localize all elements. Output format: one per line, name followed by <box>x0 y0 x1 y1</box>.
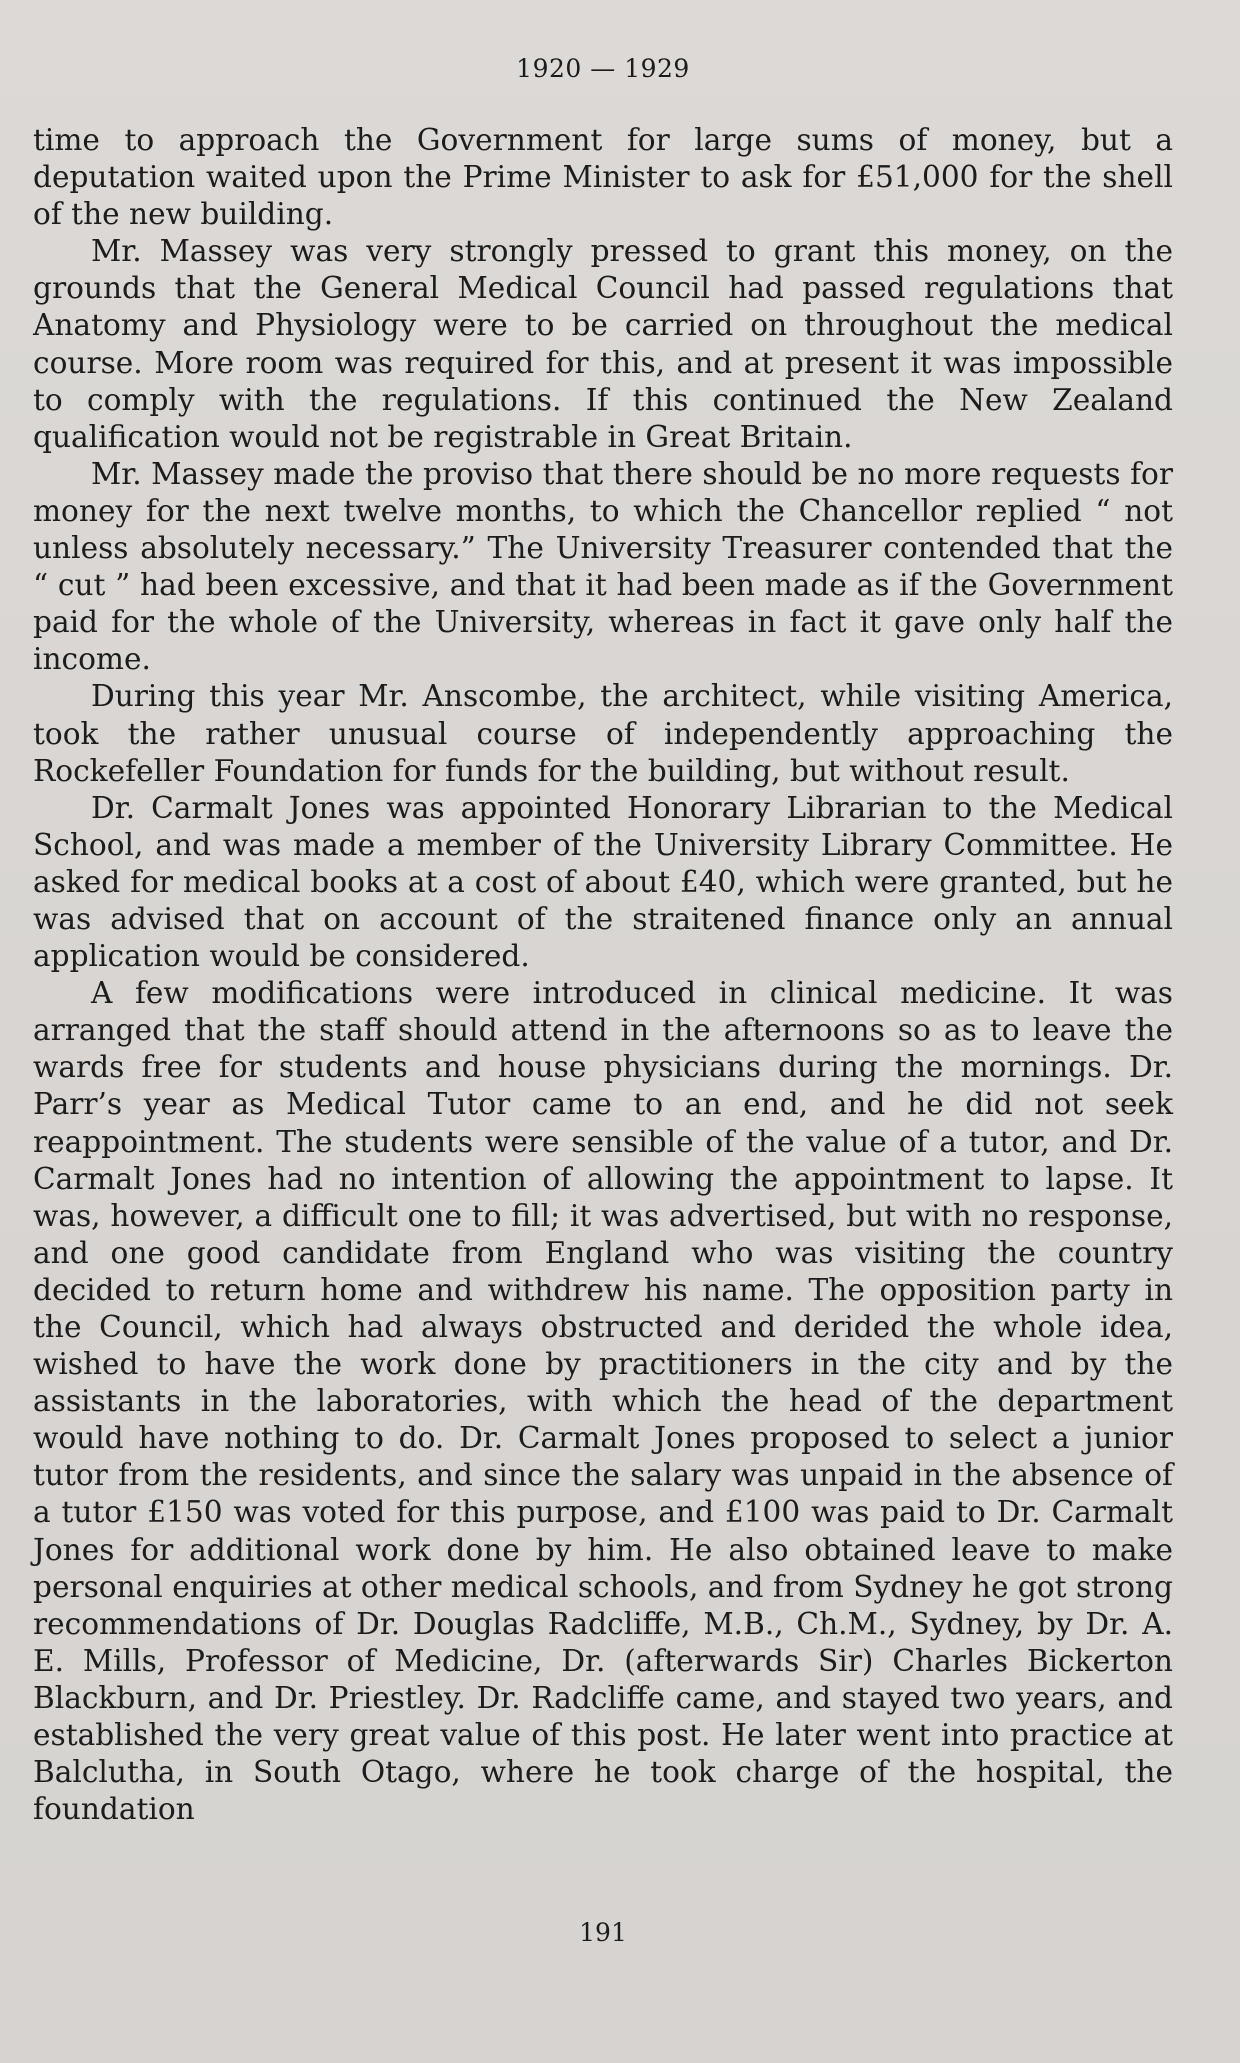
paragraph: Dr. Carmalt Jones was appointed Honorary Librarian to the Medical School, and was made a member of the University Library Committee. He asked for medical books at a cost of about £40, which were granted, but he was advised that on account of the straitened finance only an annual application would be considered. <box>33 790 1173 974</box>
paragraph: A few modifications were introduced in clinical medicine. It was arranged that the staff should attend in the afternoons so as to leave the wards free for students and house physicians during the mornings. Dr. Parr’s year as Medical Tutor came to an end, and he did not seek reappointment. The students were sensible of the value of a tutor, and Dr. Carmalt Jones had no intention of allowing the appointment to lapse. It was, however, a difficult one to fill; it was advertised, but with no response, and one good candidate from England who was visiting the country decided to return home and withdrew his name. The opposition party in the Council, which had always obstructed and derided the whole idea, wished to have the work done by practitioners in the city and by the assistants in the laboratories, with which the head of the department would have nothing to do. Dr. Carmalt Jones proposed to select a junior tutor from the residents, and since the salary was unpaid in the absence of a tutor £150 was voted for this purpose, and £100 was paid to Dr. Carmalt Jones for additional work done by him. He also obtained leave to make personal enquiries at other medical schools, and from Sydney he got strong recommendations of Dr. Douglas Radcliffe, M.B., Ch.M., Sydney, by Dr. A. E. Mills, Professor of Medicine, Dr. (afterwards Sir) Charles Bickerton Blackburn, and Dr. Priestley. Dr. Radcliffe came, and stayed two years, and established the very great value of this post. He later went into practice at Balclutha, in South Otago, where he took charge of the hospital, the foundation <box>33 976 1173 1827</box>
paragraph: Mr. Massey made the proviso that there should be no more requests for money for the next twelve months, to which the Chancellor replied “ not unless absolutely necessary.” The University Treasurer contended that the “ cut ” had been excessive, and that it had been made as if the Government paid for the whole of the University, whereas in fact it gave only half the income. <box>33 456 1173 677</box>
running-head: 1920 — 1929 <box>516 54 690 83</box>
paragraph: Mr. Massey was very strongly pressed to grant this money, on the grounds that the General Medical Council had passed regulations that Anatomy and Physiology were to be carried on throughout the medical course. More room was required for this, and at present it was impossible to comply with the regulations. If this continued the New Zealand qualification would not be registrable in Great Britain. <box>33 234 1173 454</box>
page-number: 191 <box>579 1918 627 1947</box>
paragraph: time to approach the Government for large sums of money, but a deputation waited upon the Prime Minister to ask for £51,000 for the shell of the new building. <box>33 123 1173 232</box>
paragraph: During this year Mr. Anscombe, the architect, while visiting America, took the rather unusual course of independently approaching the Rockefeller Foundation for funds for the building, but without result. <box>33 679 1173 788</box>
body-text <box>33 122 1173 1828</box>
